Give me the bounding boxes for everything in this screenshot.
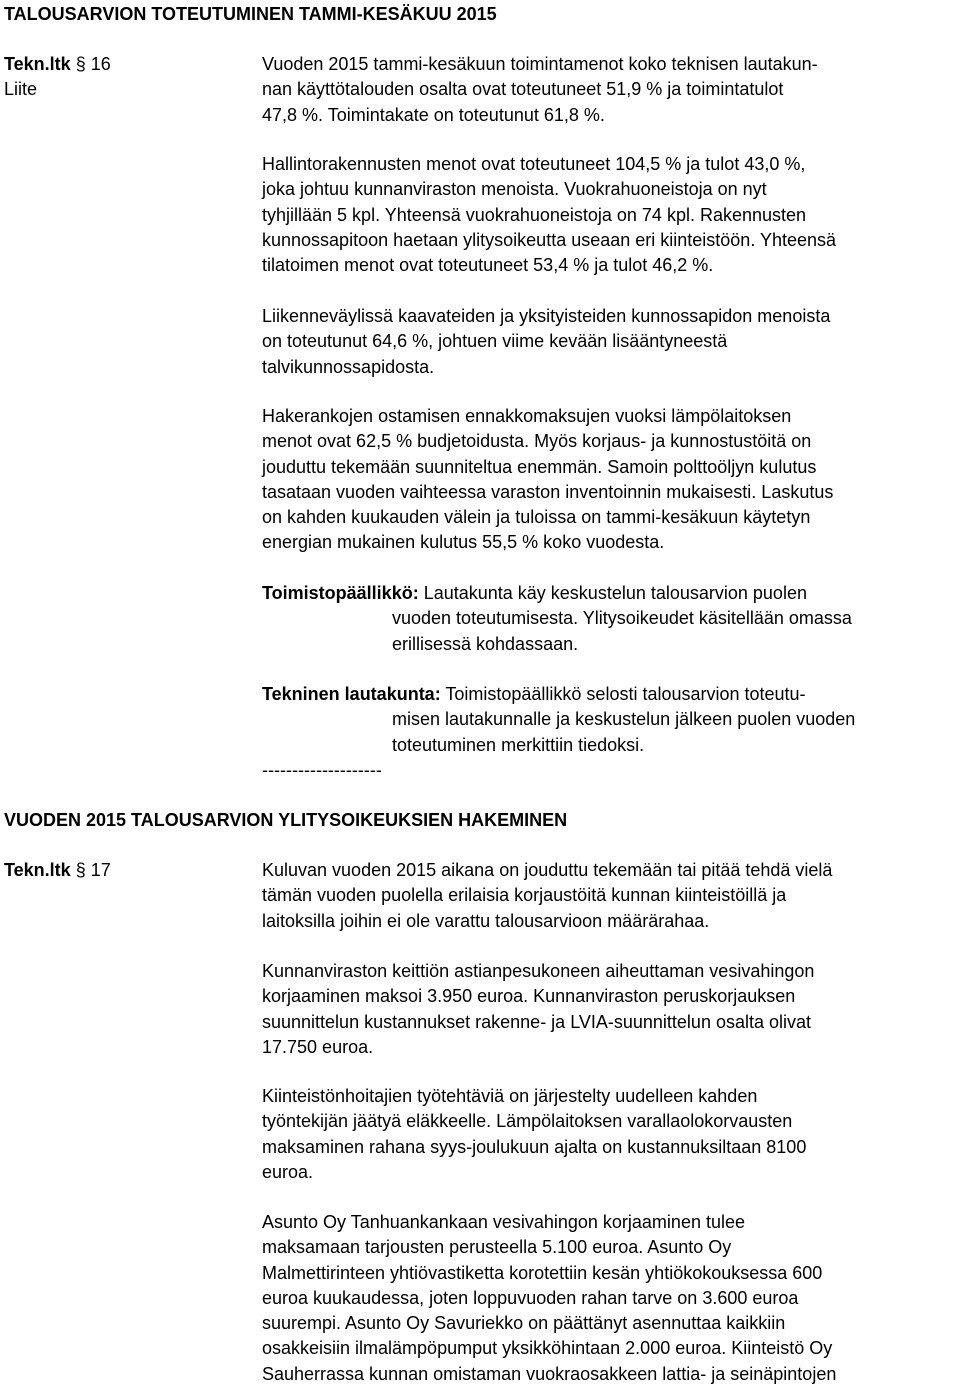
section-heading-2: VUODEN 2015 TALOUSARVION YLITYSOIKEUKSIEN HAKEMINEN <box>4 810 568 830</box>
text-line: työntekijän jäätyä eläkkeelle. Lämpölaitoksen varallaolokorvausten <box>262 1111 793 1132</box>
text-line: Hakerankojen ostamisen ennakkomaksujen vuoksi lämpölaitoksen <box>262 406 792 426</box>
text-line: energian mukainen kulutus 55,5 % koko vuodesta. <box>262 532 665 553</box>
text-line: talvikunnossapidosta. <box>262 356 435 377</box>
item-label-17 <box>4 858 111 883</box>
paragraph-6 <box>262 959 960 1060</box>
item-label-number: § 16 <box>70 54 111 74</box>
text-line: korjaaminen maksoi 3.950 euroa. Kunnanviraston peruskorjauksen <box>262 986 796 1007</box>
text-line: Kunnanviraston keittiön astianpesukoneen aiheuttaman vesivahingon <box>262 961 815 981</box>
text-line: toteutuminen merkittiin tiedoksi. <box>392 734 645 755</box>
item-label-bold: Tekn.ltk <box>4 860 71 880</box>
text-line: joka johtuu kunnanviraston menoista. Vuokrahuoneistoja on nyt <box>262 179 767 200</box>
text-line: jouduttu tekemään suunniteltua enemmän. Samoin polttoöljyn kulutus <box>262 456 817 477</box>
text-line: tämän vuoden puolella erilaisia korjaustöitä kunnan kiinteistöillä ja <box>262 885 787 906</box>
text-line: tilatoimen menot ovat toteutuneet 53,4 % ja tulot 46,2 %. <box>262 255 714 276</box>
text-line: Kiinteistönhoitajien työtehtäviä on järjestelty uudelleen kahden <box>262 1086 758 1106</box>
text-line <box>262 581 960 606</box>
text-line: euroa kuukaudessa, joten loppuvuoden rahan tarve on 3.600 euroa <box>262 1287 799 1308</box>
paragraph-1 <box>262 52 960 128</box>
text-line: Sauherrassa kunnan omistaman vuokraosakkeen lattia- ja seinäpintojen <box>262 1363 837 1384</box>
item-label-bold: Tekn.ltk <box>4 54 71 74</box>
text-line <box>262 682 960 707</box>
text-line: 17.750 euroa. <box>262 1036 374 1057</box>
text-line: Hallintorakennusten menot ovat toteutuneet 104,5 % ja tulot 43,0 %, <box>262 154 806 174</box>
paragraph-5 <box>262 858 960 934</box>
text-line: tasataan vuoden vaihteessa varaston inventoinnin mukaisesti. Laskutus <box>262 481 834 502</box>
text-line: osakkeisiin ilmalämpöpumput yksikköhintaan 2.000 euroa. Kiinteistö Oy <box>262 1338 833 1359</box>
text-line: nan käyttötalouden osalta ovat toteutuneet 51,9 % ja toimintatulot <box>262 79 784 100</box>
text-line: suunnittelun kustannukset rakenne- ja LVIA-suunnittelun osalta olivat <box>262 1011 812 1032</box>
text-line: erillisessä kohdassaan. <box>392 633 579 654</box>
text-line: suurempi. Asunto Oy Savuriekko on päättänyt asennuttaa kaikkiin <box>262 1313 786 1334</box>
decision-label: Tekninen lautakunta: <box>262 684 441 704</box>
paragraph-4 <box>262 404 960 556</box>
text-line: tyhjillään 5 kpl. Yhteensä vuokrahuoneistoja on 74 kpl. Rakennusten <box>262 204 807 225</box>
item-label-number: § 17 <box>70 860 111 880</box>
decision-text: Toimistopäällikkö selosti talousarvion toteutu- <box>440 684 806 704</box>
paragraph-tekninen-lautakunta <box>262 682 960 758</box>
paragraph-7 <box>262 1084 960 1185</box>
text-line: maksamaan tarjousten perusteella 5.100 euroa. Asunto Oy <box>262 1237 732 1258</box>
text-line: Vuoden 2015 tammi-kesäkuun toimintamenot koko teknisen lautakun- <box>262 54 818 74</box>
text-line: Asunto Oy Tanhuankankaan vesivahingon korjaaminen tulee <box>262 1212 745 1232</box>
text-line: kunnossapitoon haetaan ylitysoikeutta useaan eri kiinteistöön. Yhteensä <box>262 229 837 250</box>
speaker-label: Toimistopäällikkö: <box>262 583 419 603</box>
text-line: vuoden toteutumisesta. Ylitysoikeudet käsitellään omassa <box>392 608 852 629</box>
paragraph-3 <box>262 304 960 380</box>
text-line: laitoksilla joihin ei ole varattu talousarvioon määrärahaa. <box>262 910 710 931</box>
text-line: Liikenneväylissä kaavateiden ja yksityisteiden kunnossapidon menoista <box>262 306 831 326</box>
text-line: on kahden kuukauden välein ja tuloissa on tammi-kesäkuun käytetyn <box>262 507 811 528</box>
attachment-label: Liite <box>4 79 38 99</box>
text-line: on toteutunut 64,6 %, johtuen viime kevään lisääntyneestä <box>262 331 728 352</box>
text-line: 47,8 %. Toimintakate on toteutunut 61,8 %. <box>262 104 605 125</box>
paragraph-toimistopaallikko <box>262 581 960 657</box>
paragraph-2 <box>262 152 960 278</box>
paragraph-8 <box>262 1210 960 1387</box>
text-line: menot ovat 62,5 % budjetoidusta. Myös korjaus- ja kunnostustöitä on <box>262 431 812 452</box>
text-line: Malmettirinteen yhtiövastiketta korotettiin kesän yhtiökokouksessa 600 <box>262 1262 823 1283</box>
text-line: maksaminen rahana syys-joulukuun ajalta on kustannuksiltaan 8100 <box>262 1136 807 1157</box>
text-line: euroa. <box>262 1161 314 1182</box>
separator-line: -------------------- <box>262 760 382 780</box>
text-line: Kuluvan vuoden 2015 aikana on jouduttu tekemään tai pitää tehdä vielä <box>262 860 833 880</box>
item-label-16 <box>4 52 111 77</box>
text-line: misen lautakunnalle ja keskustelun jälkeen puolen vuoden <box>392 709 856 730</box>
section-heading-1: TALOUSARVION TOTEUTUMINEN TAMMI-KESÄKUU 2015 <box>4 4 497 24</box>
speaker-text: Lautakunta käy keskustelun talousarvion puolen <box>418 583 807 603</box>
